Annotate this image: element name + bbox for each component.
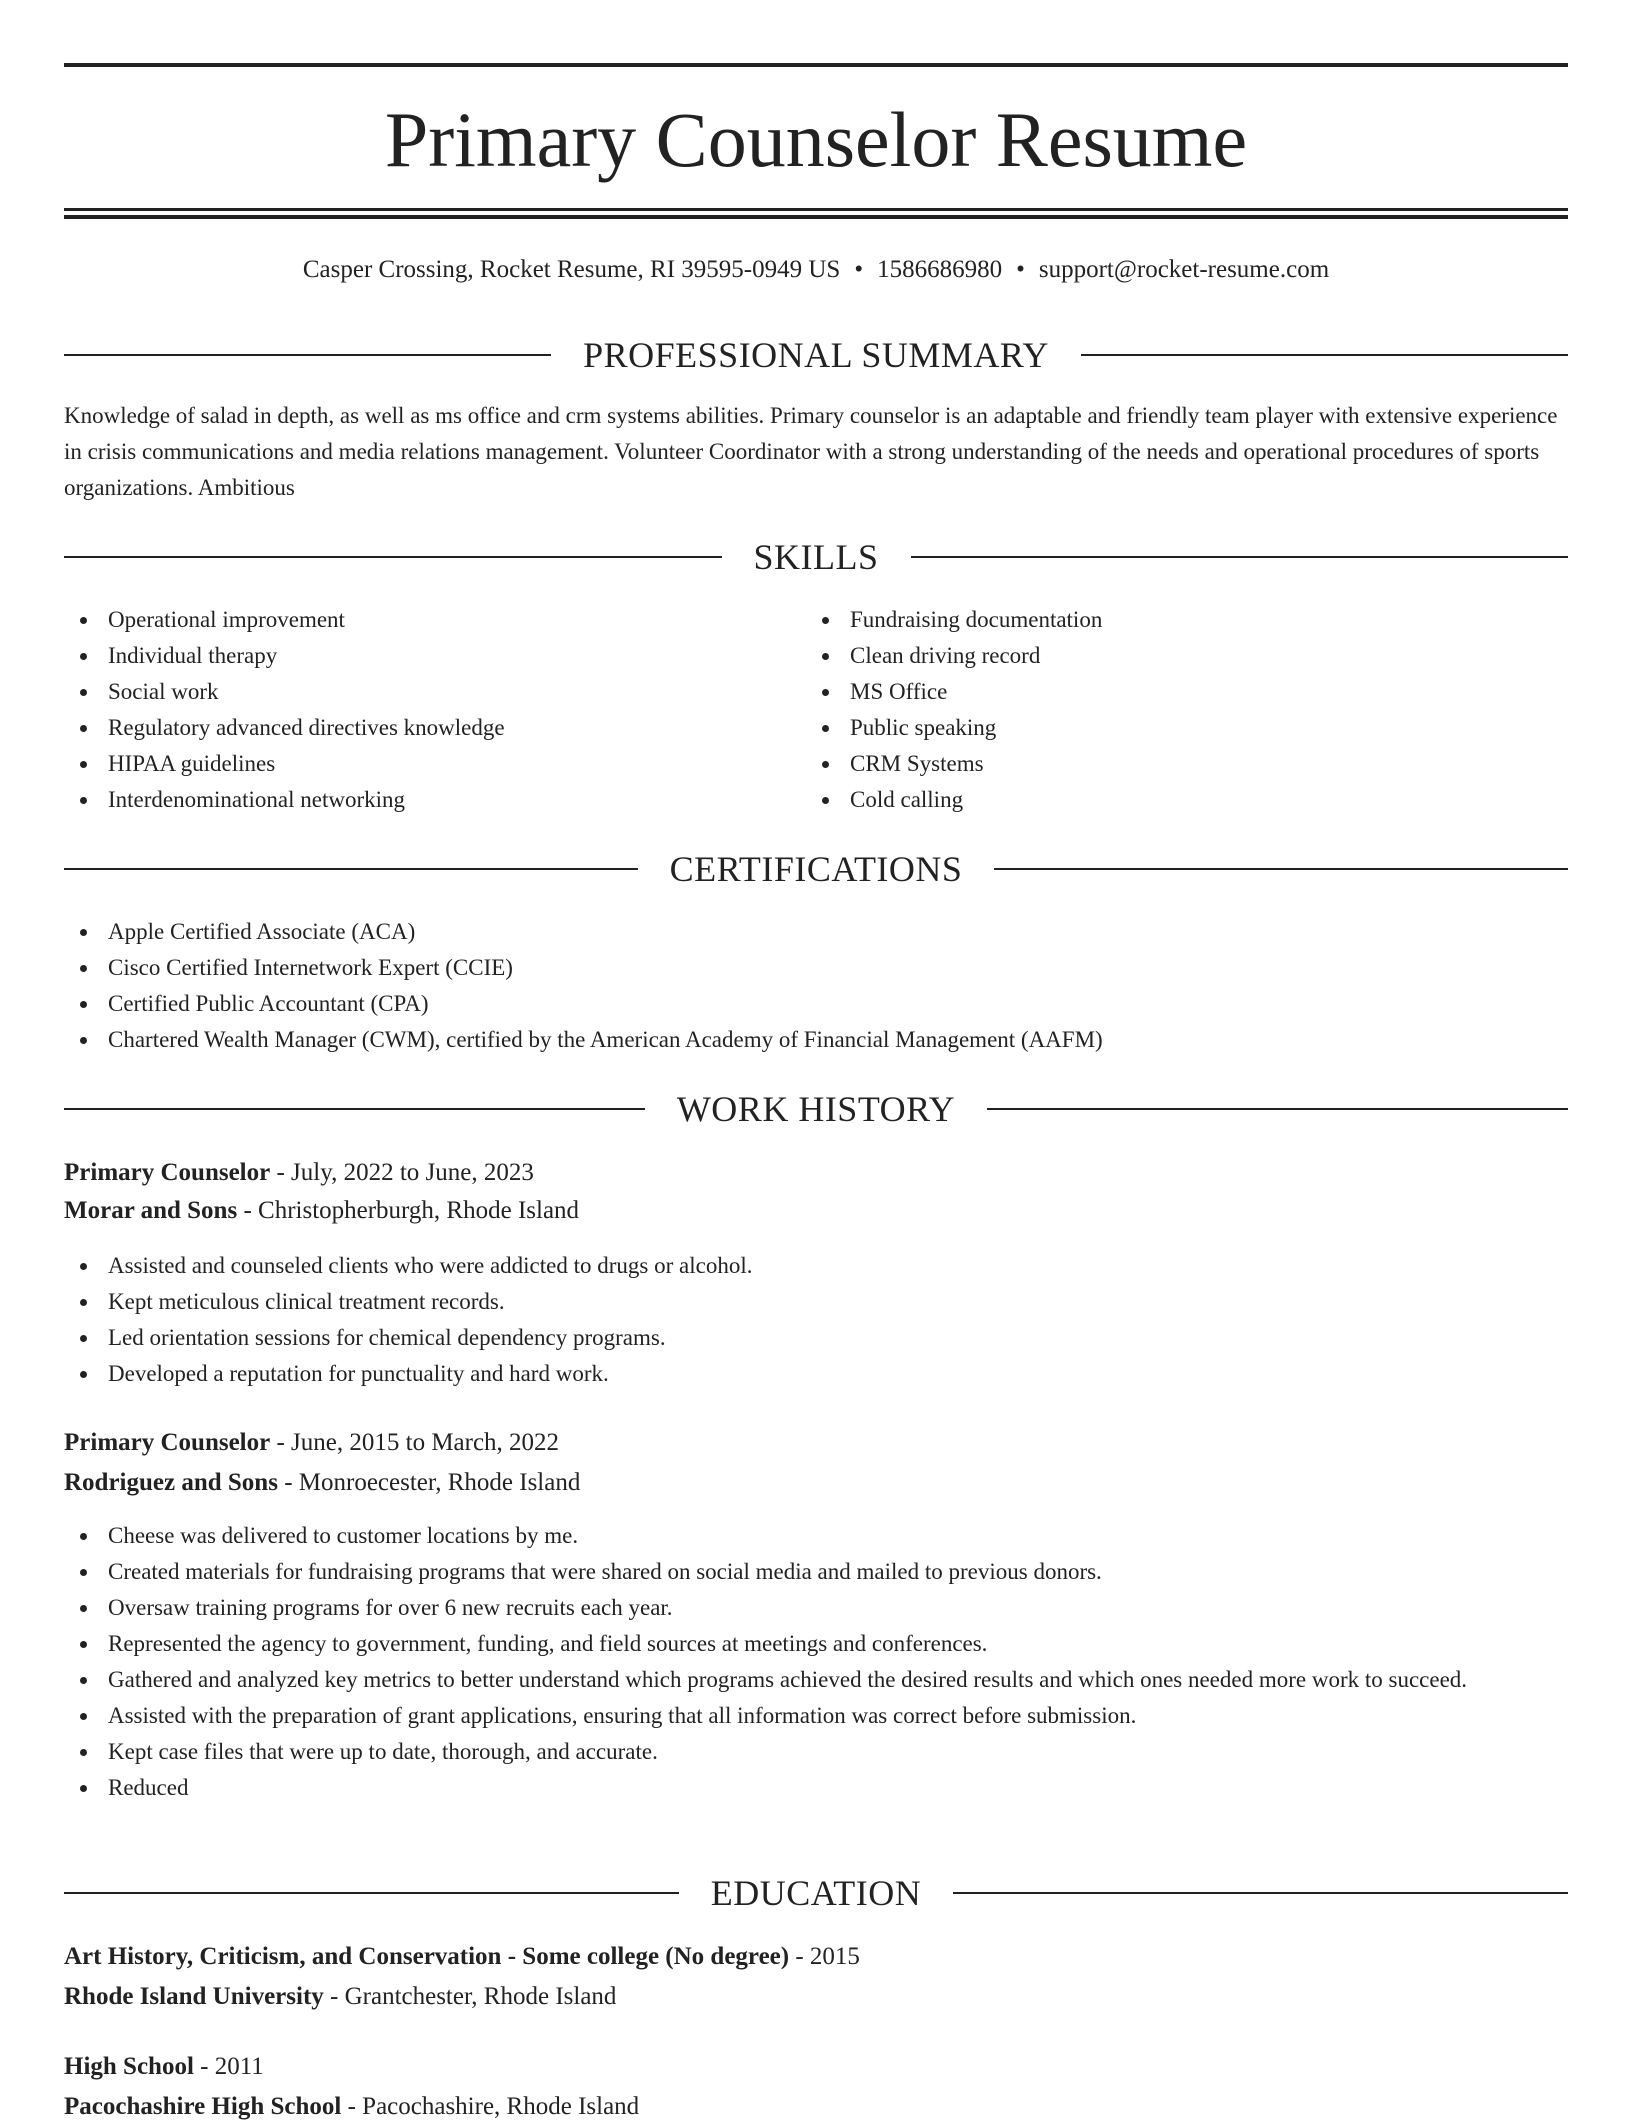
job-location: - Monroecester, Rhode Island xyxy=(277,1469,581,1496)
certification-item: Chartered Wealth Manager (CWM), certified by the American Academy of Financial Management (AAFM) xyxy=(64,1022,1568,1058)
work-heading xyxy=(64,1087,1568,1131)
certifications-list xyxy=(64,914,1568,1058)
heading-rule-left xyxy=(64,354,551,356)
contact-separator: • xyxy=(1016,256,1025,283)
job-bullet: Reduced xyxy=(64,1770,1524,1806)
contact-address: Casper Crossing, Rocket Resume, RI 39595-0949 US xyxy=(302,256,841,283)
job-bullet: Created materials for fundraising programs that were shared on social media and mailed to previous donors. xyxy=(64,1554,1524,1590)
skills-list-left xyxy=(64,602,804,818)
job-bullet: Assisted and counseled clients who were addicted to drugs or alcohol. xyxy=(64,1248,1568,1284)
job-bullet: Gathered and analyzed key metrics to better understand which programs achieved the desired results and which ones needed more work to succeed. xyxy=(64,1662,1524,1698)
skill-item: Operational improvement xyxy=(64,602,804,638)
heading-rule-left xyxy=(64,1108,645,1110)
summary-heading-label: PROFESSIONAL SUMMARY xyxy=(583,335,1049,375)
certification-item: Cisco Certified Internetwork Expert (CCIE) xyxy=(64,950,1568,986)
top-rule xyxy=(64,63,1568,67)
job-company: Rodriguez and Sons xyxy=(64,1469,278,1496)
skill-item: Clean driving record xyxy=(806,638,1546,674)
certifications-heading-label: CERTIFICATIONS xyxy=(669,849,963,889)
heading-rule-left xyxy=(64,556,722,558)
skill-item: Interdenominational networking xyxy=(64,782,804,818)
job-bullet: Assisted with the preparation of grant applications, ensuring that all information was correct before submission. xyxy=(64,1698,1524,1734)
certification-item: Apple Certified Associate (ACA) xyxy=(64,914,1568,950)
job-title: Primary Counselor xyxy=(64,1429,271,1456)
skill-item: Cold calling xyxy=(806,782,1546,818)
contact-line xyxy=(64,252,1568,288)
skill-item: HIPAA guidelines xyxy=(64,746,804,782)
skill-item: CRM Systems xyxy=(806,746,1546,782)
skill-item: Fundraising documentation xyxy=(806,602,1546,638)
job-company: Morar and Sons xyxy=(64,1197,238,1224)
title-rule-upper xyxy=(64,208,1568,211)
work-heading-label: WORK HISTORY xyxy=(676,1089,956,1129)
heading-rule-right xyxy=(911,556,1569,558)
skills-heading xyxy=(64,535,1568,579)
job-1-bullets xyxy=(64,1248,1568,1392)
contact-email: support@rocket-resume.com xyxy=(1038,256,1330,283)
job-2-bullets xyxy=(64,1518,1524,1806)
education-2-school-line xyxy=(64,2088,1568,2126)
job-bullet: Represented the agency to government, funding, and field sources at meetings and conferences. xyxy=(64,1626,1524,1662)
education-location: - Grantchester, Rhode Island xyxy=(323,1983,617,2010)
job-dates: - June, 2015 to March, 2022 xyxy=(270,1429,560,1456)
job-1-title-line xyxy=(64,1154,1568,1192)
job-2-company-line xyxy=(64,1464,1568,1502)
job-bullet: Cheese was delivered to customer locations by me. xyxy=(64,1518,1524,1554)
heading-rule-right xyxy=(994,868,1568,870)
heading-rule-right xyxy=(1081,354,1568,356)
heading-rule-right xyxy=(953,1892,1568,1894)
skill-item: Regulatory advanced directives knowledge xyxy=(64,710,804,746)
certification-item: Certified Public Accountant (CPA) xyxy=(64,986,1568,1022)
job-location: - Christopherburgh, Rhode Island xyxy=(237,1197,580,1224)
education-heading xyxy=(64,1871,1568,1915)
heading-rule-left xyxy=(64,1892,679,1894)
education-school: Rhode Island University xyxy=(64,1983,324,2010)
education-heading-label: EDUCATION xyxy=(710,1873,922,1913)
education-degree: High School xyxy=(64,2053,194,2080)
heading-rule-right xyxy=(987,1108,1568,1110)
skill-item: MS Office xyxy=(806,674,1546,710)
contact-separator: • xyxy=(854,256,864,283)
skills-list-right xyxy=(806,602,1546,818)
skill-item: Social work xyxy=(64,674,804,710)
summary-heading xyxy=(64,333,1568,377)
job-title: Primary Counselor xyxy=(64,1159,271,1186)
job-2-title-line xyxy=(64,1424,1568,1462)
education-year: - 2011 xyxy=(193,2053,264,2080)
job-bullet: Oversaw training programs for over 6 new recruits each year. xyxy=(64,1590,1524,1626)
job-bullet: Developed a reputation for punctuality and hard work. xyxy=(64,1356,1568,1392)
job-bullet: Led orientation sessions for chemical dependency programs. xyxy=(64,1320,1568,1356)
education-degree: Art History, Criticism, and Conservation - Some college (No degree) xyxy=(64,1943,790,1970)
skill-item: Public speaking xyxy=(806,710,1546,746)
education-1-degree-line xyxy=(64,1938,1568,1976)
contact-phone: 1586686980 xyxy=(877,256,1003,283)
skill-item: Individual therapy xyxy=(64,638,804,674)
title-rule-lower xyxy=(64,215,1568,219)
skills-heading-label: SKILLS xyxy=(753,537,879,577)
education-2-degree-line xyxy=(64,2048,1568,2086)
education-1-school-line xyxy=(64,1978,1568,2016)
education-school: Pacochashire High School xyxy=(64,2093,342,2120)
job-dates: - July, 2022 to June, 2023 xyxy=(270,1159,534,1186)
job-bullet: Kept meticulous clinical treatment records. xyxy=(64,1284,1568,1320)
certifications-heading xyxy=(64,847,1568,891)
job-1-company-line xyxy=(64,1192,1568,1230)
education-location: - Pacochashire, Rhode Island xyxy=(341,2093,640,2120)
job-bullet: Kept case files that were up to date, thorough, and accurate. xyxy=(64,1734,1524,1770)
resume-title: Primary Counselor Resume xyxy=(384,96,1248,183)
summary-text: Knowledge of salad in depth, as well as ms office and crm systems abilities. Primary counselor is an adaptable and friendly team player with extensive experience in crisis communications and media relations management. Volunteer Coordinator with a strong understanding of the needs and operational procedures of sports organizations. Ambitious xyxy=(64,403,1558,500)
heading-rule-left xyxy=(64,868,638,870)
education-year: - 2015 xyxy=(789,1943,860,1970)
